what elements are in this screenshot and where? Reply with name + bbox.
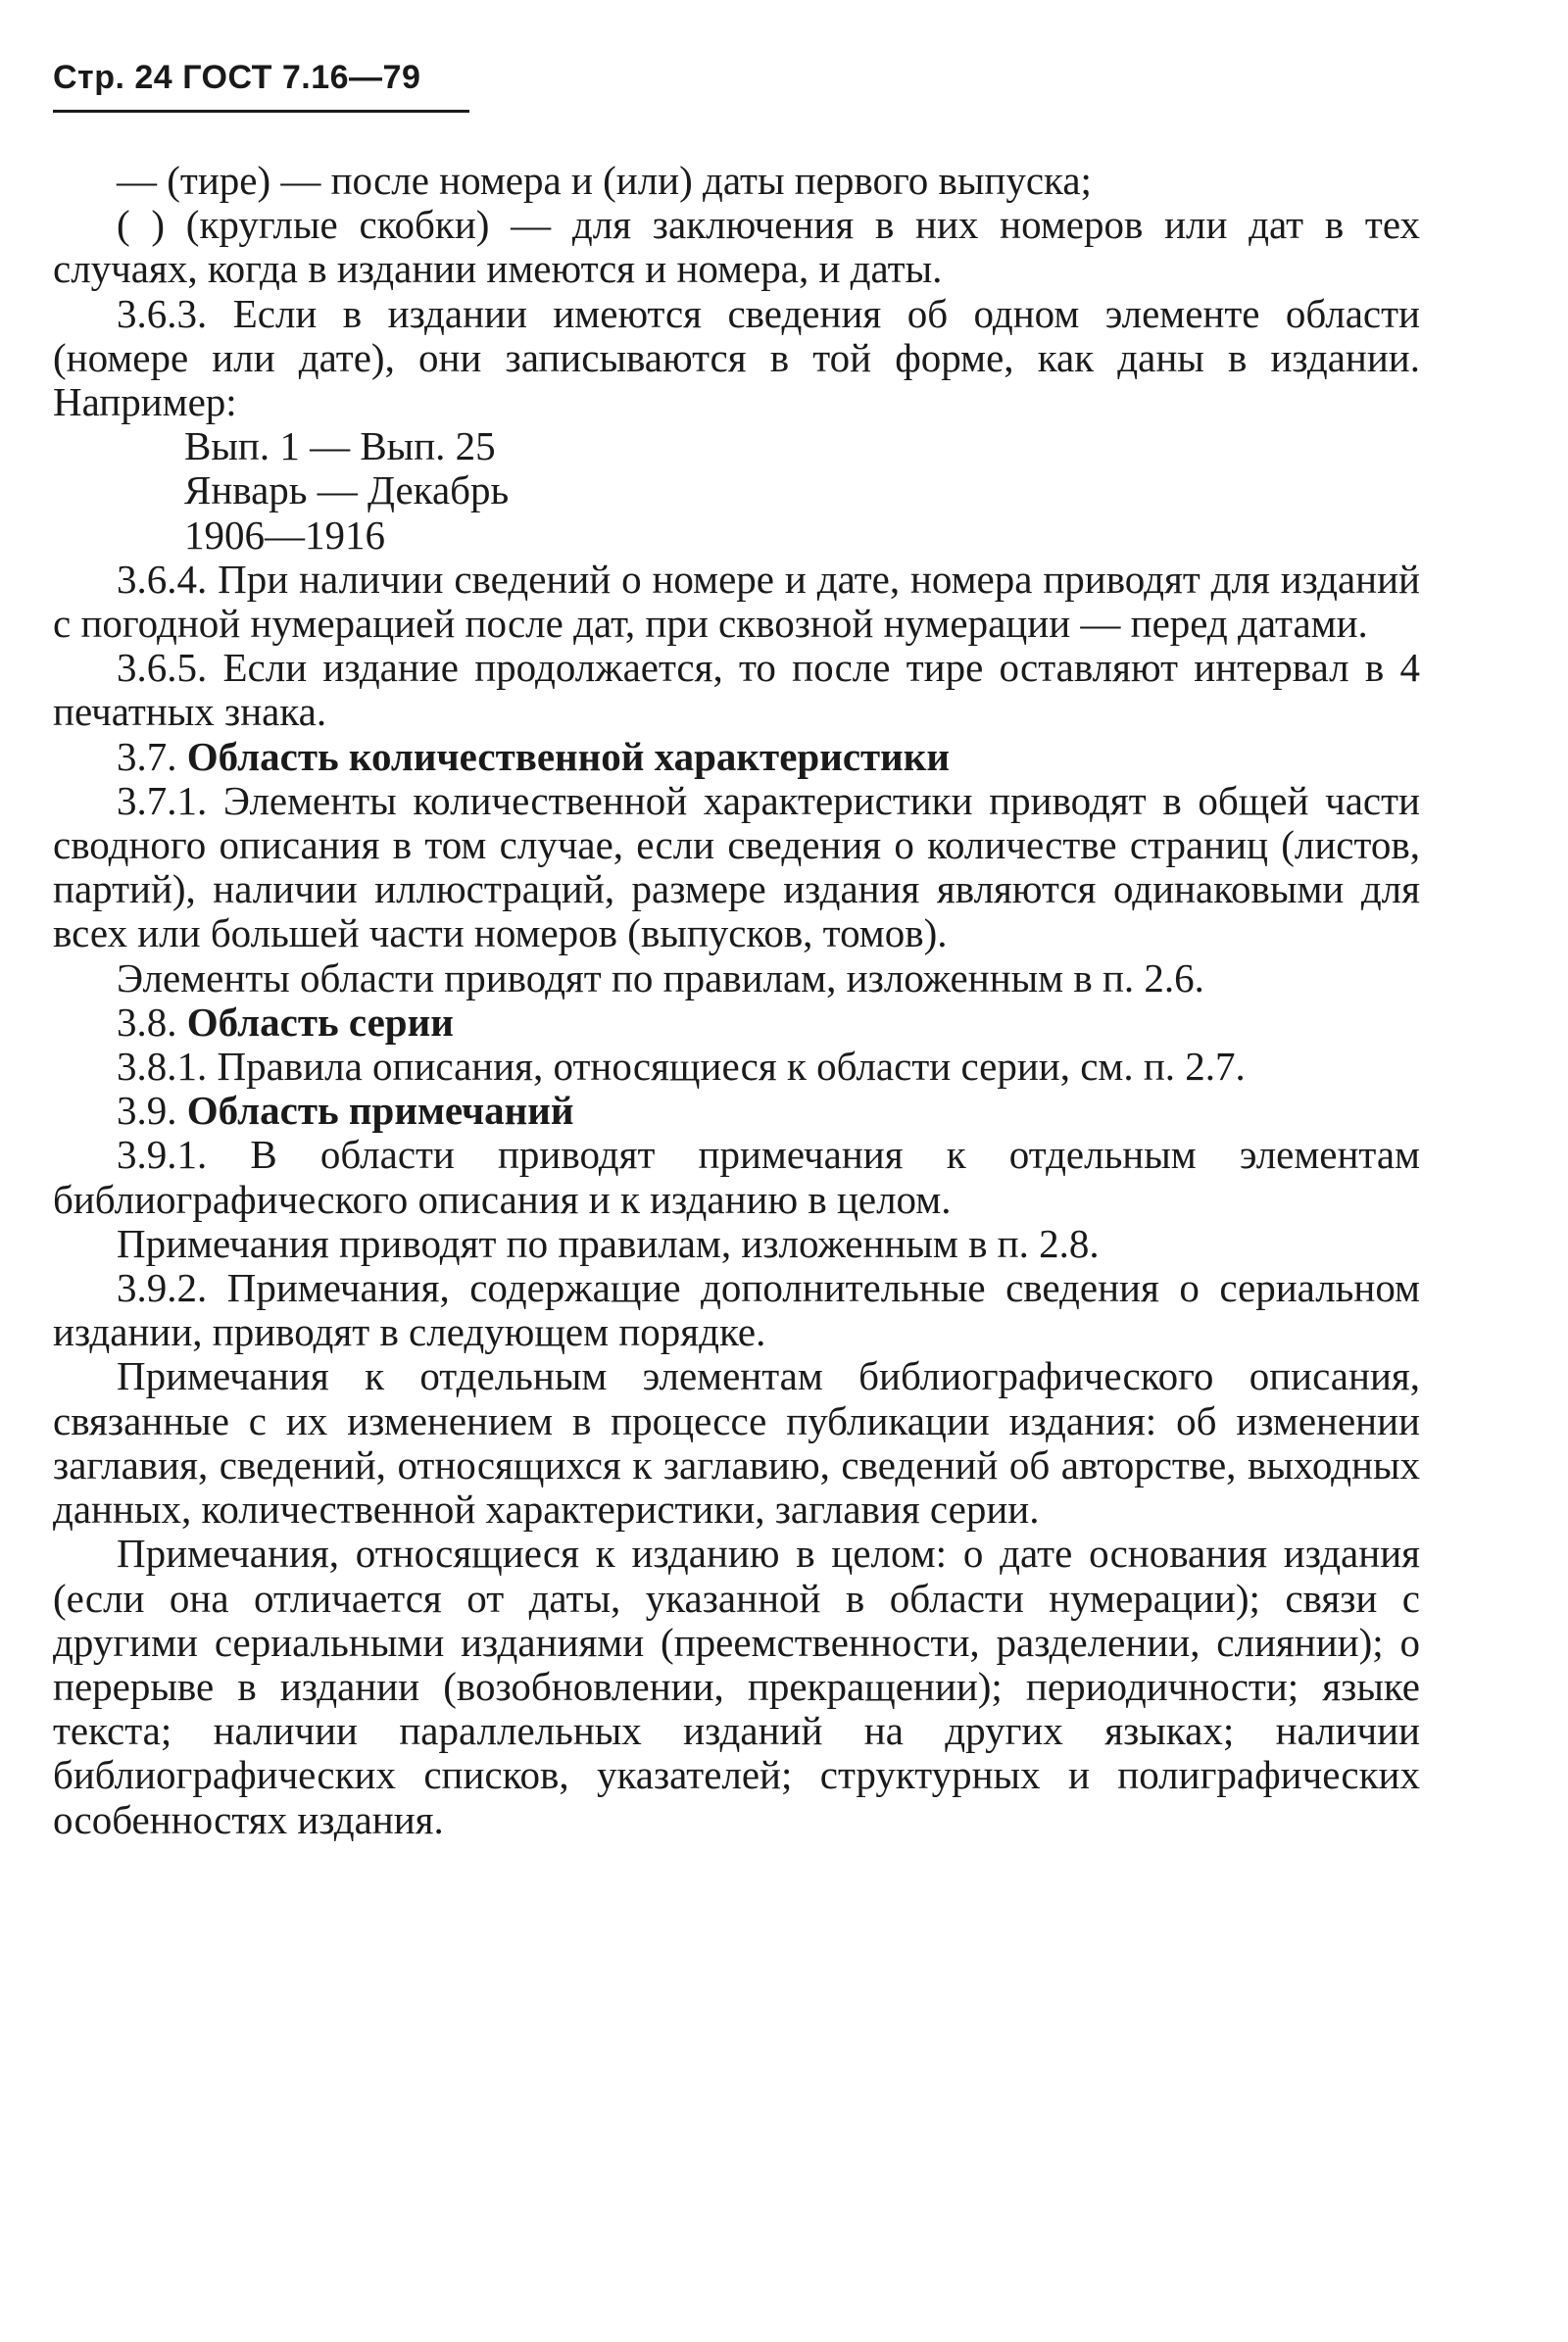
section-title-3-9: Область примечаний — [186, 1088, 574, 1134]
section-title-3-7: Область количественной характеристики — [186, 733, 951, 779]
section-number-3-8: 3.8. — [117, 999, 177, 1045]
paragraph-3-6-3: 3.6.3. Если в издании имеются сведения об одном элементе области (номере или дате), они записываются в той форме, как даны в издании. Например: — [53, 290, 1420, 425]
example-months: Январь — Декабрь — [184, 467, 510, 513]
paragraph-3-9-2-element-notes: Примечания к отдельным элементам библиографического описания, связанные с их изменением в процессе публикации издания: об изменении заглавия, сведений, относящихся к заглавию, сведений об авторстве, выходных данных, количественной характеристики, заглавия серии. — [53, 1353, 1420, 1533]
parentheses-rule-line: ( ) (круглые скобки) — для заключения в них номеров или дат в тех случаях, когда в издании имеются и номера, и даты. — [53, 202, 1420, 292]
section-heading-3-9 — [53, 1089, 1420, 1133]
page-number: Стр. 24 — [53, 59, 173, 96]
paragraph-3-9-1: 3.9.1. В области приводят примечания к отдельным элементам библиографического описания и к изданию в целом. — [53, 1132, 1420, 1222]
paragraph-3-9-2-whole-edition-notes: Примечания, относящиеся к изданию в целом: о дате основания издания (если она отличается от даты, указанной в области нумерации); связи с другими сериальными изданиями (преемственности, разделении, слиянии); о перерыве в издании (возобновлении, прекращении); периодичности; языке текста; наличии параллельных изданий на других языках; наличии библиографических списков, указателей; структурных и полиграфических особенностях издания. — [53, 1531, 1420, 1842]
example-years: 1906—1916 — [184, 512, 385, 558]
section-number-3-9: 3.9. — [117, 1088, 177, 1134]
paragraph-3-9-1-continued: Примечания приводят по правилам, изложенным в п. 2.8. — [117, 1220, 1100, 1266]
header-rule — [53, 110, 469, 113]
document-body — [53, 159, 1420, 1842]
paragraph-3-7-1: 3.7.1. Элементы количественной характеристики приводят в общей части сводного описания в том случае, если сведения о количестве страниц (листов, партий), наличии иллюстраций, размере издания являются одинаковыми для всех или большей части номеров (выпусков, томов). — [53, 777, 1420, 956]
section-title-3-8: Область серии — [186, 999, 454, 1045]
paragraph-3-7-1-continued: Элементы области приводят по правилам, изложенным в п. 2.6. — [117, 954, 1204, 1000]
paragraph-3-8-1: 3.8.1. Правила описания, относящиеся к области серии, см. п. 2.7. — [117, 1044, 1246, 1090]
dash-rule-line: — (тире) — после номера и (или) даты первого выпуска; — [117, 158, 1092, 203]
paragraph-3-6-5: 3.6.5. Если издание продолжается, то после тире оставляют интервал в 4 печатных знака. — [53, 645, 1420, 735]
example-issues: Вып. 1 — Вып. 25 — [184, 423, 496, 469]
section-heading-3-7 — [53, 735, 1420, 779]
paragraph-3-6-4: 3.6.4. При наличии сведений о номере и дате, номера приводят для изданий с погодной нумерацией после дат, при сквозной нумерации — перед датами. — [53, 556, 1420, 647]
section-number-3-7: 3.7. — [117, 733, 177, 779]
paragraph-3-9-2: 3.9.2. Примечания, содержащие дополнительные сведения о сериальном издании, приводят в следующем порядке. — [53, 1265, 1420, 1355]
running-header — [53, 59, 420, 97]
standard-designation: ГОСТ 7.16—79 — [182, 59, 421, 96]
section-heading-3-8 — [53, 1000, 1420, 1045]
